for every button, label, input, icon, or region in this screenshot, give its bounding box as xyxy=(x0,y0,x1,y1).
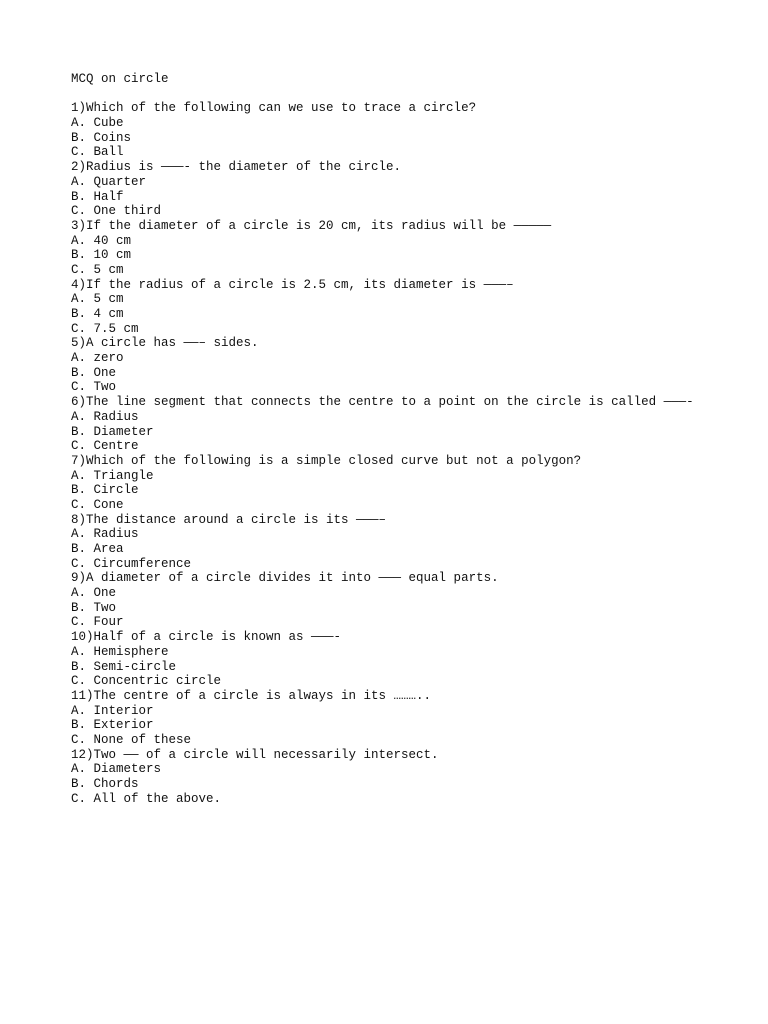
option-c: C. Ball xyxy=(71,145,124,160)
option-c: C. Four xyxy=(71,615,124,630)
option-b: B. 4 cm xyxy=(71,307,124,321)
question-text: 5)A circle has ——– sides. xyxy=(71,336,259,351)
question-block-3 xyxy=(71,219,751,278)
question-text: 7)Which of the following is a simple closed curve but not a polygon? xyxy=(71,453,582,468)
option-a: A. 5 cm xyxy=(71,292,124,307)
question-block-4 xyxy=(71,278,751,337)
option-a: A. Radius xyxy=(71,527,139,542)
question-block-6 xyxy=(71,395,751,454)
option-c: C. 5 cm xyxy=(71,262,124,277)
question-text: 9)A diameter of a circle divides it into ——— equal parts. xyxy=(71,571,499,586)
option-a: A. Cube xyxy=(71,116,124,131)
option-a: A. Hemisphere xyxy=(71,644,169,659)
question-block-8 xyxy=(71,513,751,572)
question-text: 6)The line segment that connects the centre to a point on the circle is called ———- xyxy=(71,395,694,410)
question-text: 4)If the radius of a circle is 2.5 cm, its diameter is ———– xyxy=(71,277,514,292)
option-b: B. Half xyxy=(71,189,124,204)
option-c: C. One third xyxy=(71,204,162,219)
option-b: B. Coins xyxy=(71,130,132,145)
document-title: MCQ on circle xyxy=(71,72,169,86)
question-block-2 xyxy=(71,160,751,219)
option-c: C. 7.5 cm xyxy=(71,321,139,336)
option-a: A. Diameters xyxy=(71,762,162,777)
option-a: A. Triangle xyxy=(71,468,154,483)
question-block-5 xyxy=(71,336,751,395)
question-block-7 xyxy=(71,454,751,513)
option-b: B. One xyxy=(71,365,117,380)
document-page xyxy=(71,72,751,806)
option-b: B. Area xyxy=(71,542,124,556)
option-a: A. One xyxy=(71,586,117,601)
option-b: B. Chords xyxy=(71,777,139,791)
option-a: A. 40 cm xyxy=(71,233,132,248)
question-text: 11)The centre of a circle is always in its ……….. xyxy=(71,688,432,703)
option-c: C. Concentric circle xyxy=(71,674,222,689)
question-text: 2)Radius is ———- the diameter of the circle. xyxy=(71,160,402,175)
question-text: 1)Which of the following can we use to trace a circle? xyxy=(71,101,477,116)
option-c: C. Centre xyxy=(71,439,139,454)
option-b: B. Semi-circle xyxy=(71,659,177,674)
option-c: C. All of the above. xyxy=(71,791,222,806)
option-c: C. Two xyxy=(71,380,117,395)
blank-line xyxy=(71,87,751,102)
option-a: A. Radius xyxy=(71,409,139,424)
question-text: 8)The distance around a circle is its ———– xyxy=(71,512,387,527)
question-block-10 xyxy=(71,630,751,689)
question-block-12 xyxy=(71,748,751,807)
option-b: B. Two xyxy=(71,600,117,615)
question-block-11 xyxy=(71,689,751,748)
option-b: B. Diameter xyxy=(71,424,154,439)
option-b: B. Exterior xyxy=(71,718,154,733)
option-a: A. Quarter xyxy=(71,174,147,189)
question-block-1 xyxy=(71,101,751,160)
option-c: C. None of these xyxy=(71,732,192,747)
option-a: A. Interior xyxy=(71,703,154,718)
option-c: C. Cone xyxy=(71,497,124,512)
question-text: 10)Half of a circle is known as ———- xyxy=(71,630,342,645)
option-b: B. Circle xyxy=(71,483,139,498)
question-text: 3)If the diameter of a circle is 20 cm, its radius will be ————— xyxy=(71,218,552,233)
option-a: A. zero xyxy=(71,351,124,366)
option-b: B. 10 cm xyxy=(71,248,132,263)
question-block-9 xyxy=(71,571,751,630)
question-text: 12)Two —— of a circle will necessarily intersect. xyxy=(71,747,439,762)
option-c: C. Circumference xyxy=(71,556,192,571)
